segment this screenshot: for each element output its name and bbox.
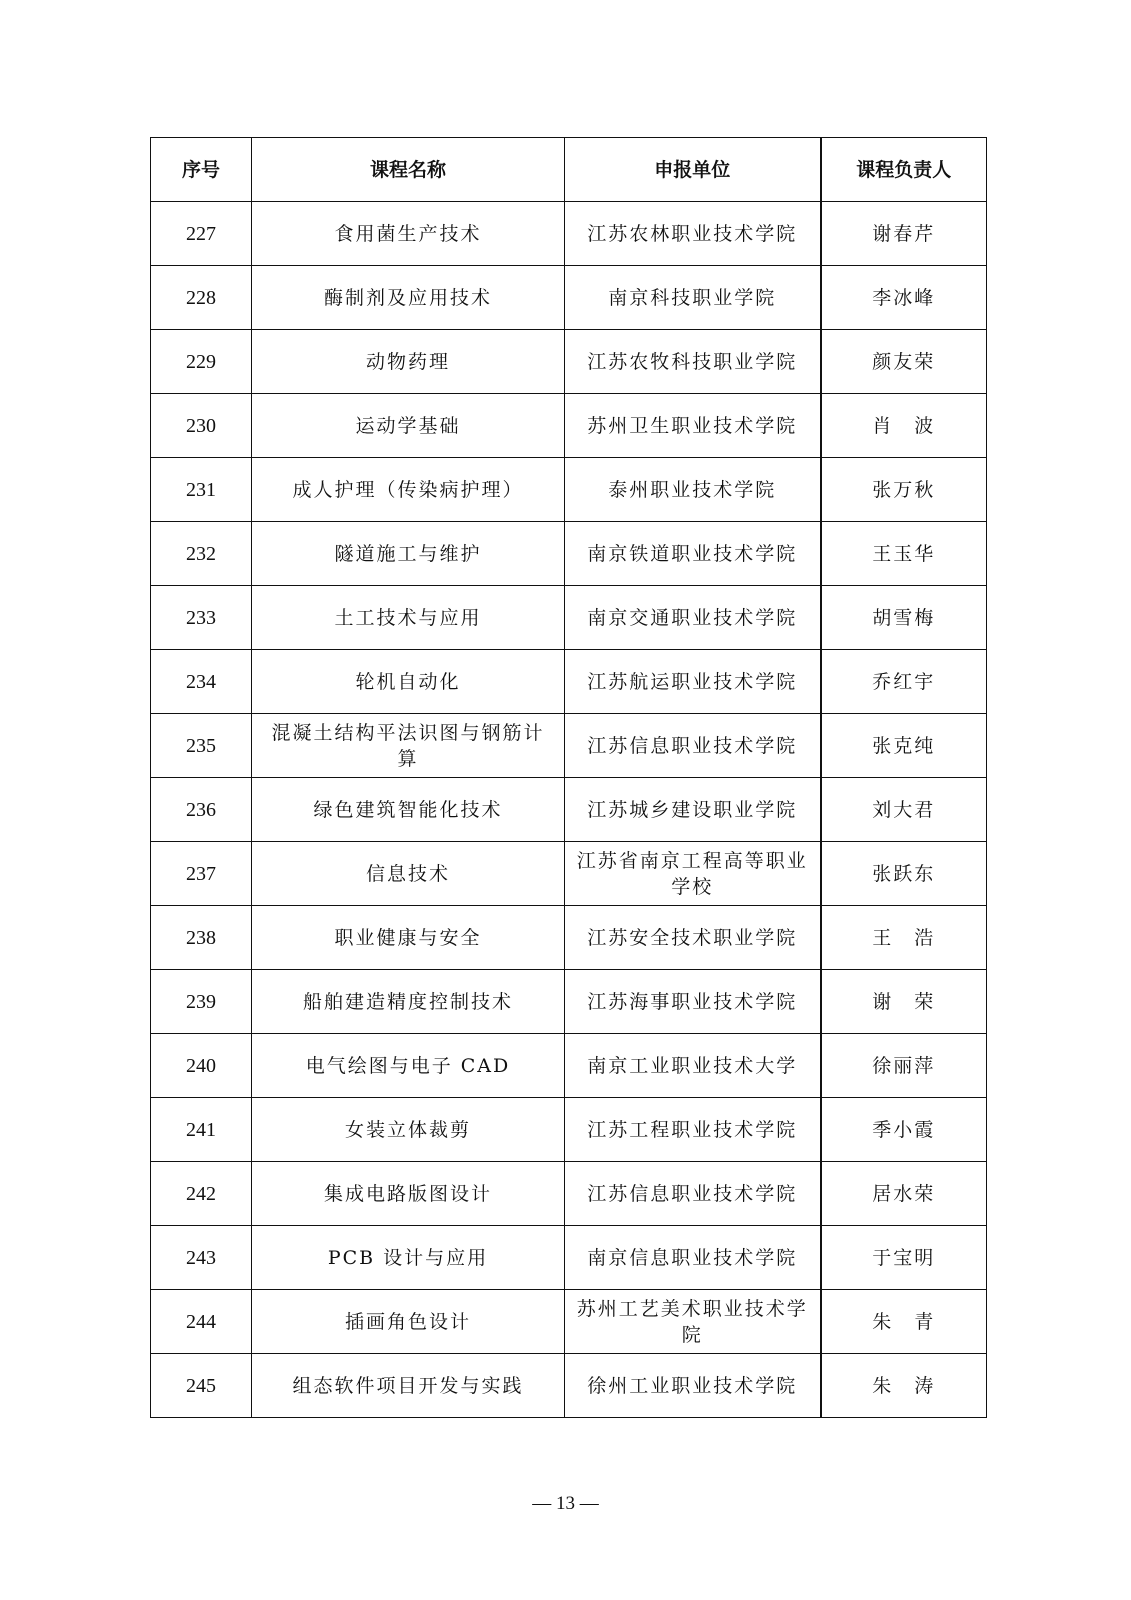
row-number: 237 [151,842,252,906]
course-name-cell: 船舶建造精度控制技术 [252,970,565,1034]
course-lead-cell: 于宝明 [821,1226,987,1290]
course-table [150,137,987,1418]
table-row [151,1034,987,1098]
applying-unit-cell: 江苏海事职业技术学院 [565,970,821,1034]
course-name-cell: 动物药理 [252,330,565,394]
applying-unit-cell: 江苏信息职业技术学院 [565,714,821,778]
course-lead-cell: 刘大君 [821,778,987,842]
applying-unit-cell: 江苏航运职业技术学院 [565,650,821,714]
table-row [151,1290,987,1354]
row-number: 241 [151,1098,252,1162]
course-lead-cell: 居水荣 [821,1162,987,1226]
course-lead-cell: 李冰峰 [821,266,987,330]
table-row [151,970,987,1034]
applying-unit-cell: 江苏信息职业技术学院 [565,1162,821,1226]
table-row [151,202,987,266]
course-lead-cell: 张克纯 [821,714,987,778]
course-name-cell: 土工技术与应用 [252,586,565,650]
course-name-cell: 电气绘图与电子 CAD [252,1034,565,1098]
course-name-cell: 轮机自动化 [252,650,565,714]
course-name-cell: 隧道施工与维护 [252,522,565,586]
applying-unit-cell: 江苏省南京工程高等职业学校 [565,842,821,906]
course-lead-cell: 谢 荣 [821,970,987,1034]
header-number: 序号 [151,138,252,202]
course-lead-cell: 肖 波 [821,394,987,458]
course-name-cell: 食用菌生产技术 [252,202,565,266]
table-row [151,522,987,586]
table-row [151,1162,987,1226]
table-row [151,714,987,778]
row-number: 228 [151,266,252,330]
course-name-cell: PCB 设计与应用 [252,1226,565,1290]
course-name-cell: 女装立体裁剪 [252,1098,565,1162]
row-number: 240 [151,1034,252,1098]
row-number: 245 [151,1354,252,1418]
course-lead-cell: 乔红宇 [821,650,987,714]
applying-unit-cell: 江苏农牧科技职业学院 [565,330,821,394]
course-name-cell: 酶制剂及应用技术 [252,266,565,330]
table-row [151,266,987,330]
applying-unit-cell: 南京科技职业学院 [565,266,821,330]
table-row [151,650,987,714]
applying-unit-cell: 苏州卫生职业技术学院 [565,394,821,458]
course-lead-cell: 王玉华 [821,522,987,586]
course-name-cell: 绿色建筑智能化技术 [252,778,565,842]
row-number: 236 [151,778,252,842]
table-row [151,906,987,970]
row-number: 234 [151,650,252,714]
applying-unit-cell: 南京交通职业技术学院 [565,586,821,650]
header-course-lead: 课程负责人 [821,138,987,202]
course-lead-cell: 朱 青 [821,1290,987,1354]
applying-unit-cell: 南京信息职业技术学院 [565,1226,821,1290]
applying-unit-cell: 南京工业职业技术大学 [565,1034,821,1098]
table-row [151,458,987,522]
table-row [151,394,987,458]
course-lead-cell: 徐丽萍 [821,1034,987,1098]
row-number: 238 [151,906,252,970]
table-row [151,1098,987,1162]
row-number: 227 [151,202,252,266]
course-name-cell: 运动学基础 [252,394,565,458]
course-name-cell: 成人护理（传染病护理） [252,458,565,522]
applying-unit-cell: 江苏安全技术职业学院 [565,906,821,970]
row-number: 239 [151,970,252,1034]
page-number: — 13 — [532,1493,599,1514]
course-lead-cell: 谢春芹 [821,202,987,266]
course-lead-cell: 张万秋 [821,458,987,522]
table-header-row [151,138,987,202]
course-name-cell: 职业健康与安全 [252,906,565,970]
table-body [151,202,987,1418]
table-row [151,778,987,842]
row-number: 229 [151,330,252,394]
row-number: 242 [151,1162,252,1226]
applying-unit-cell: 苏州工艺美术职业技术学院 [565,1290,821,1354]
course-lead-cell: 胡雪梅 [821,586,987,650]
applying-unit-cell: 南京铁道职业技术学院 [565,522,821,586]
table-row [151,586,987,650]
course-name-cell: 信息技术 [252,842,565,906]
course-name-cell: 混凝土结构平法识图与钢筋计算 [252,714,565,778]
applying-unit-cell: 江苏农林职业技术学院 [565,202,821,266]
table-row [151,1354,987,1418]
row-number: 243 [151,1226,252,1290]
applying-unit-cell: 泰州职业技术学院 [565,458,821,522]
row-number: 233 [151,586,252,650]
applying-unit-cell: 江苏工程职业技术学院 [565,1098,821,1162]
course-name-cell: 组态软件项目开发与实践 [252,1354,565,1418]
applying-unit-cell: 江苏城乡建设职业学院 [565,778,821,842]
course-name-cell: 集成电路版图设计 [252,1162,565,1226]
row-number: 232 [151,522,252,586]
table-row [151,330,987,394]
table-row [151,1226,987,1290]
applying-unit-cell: 徐州工业职业技术学院 [565,1354,821,1418]
course-lead-cell: 颜友荣 [821,330,987,394]
course-lead-cell: 朱 涛 [821,1354,987,1418]
course-lead-cell: 张跃东 [821,842,987,906]
row-number: 235 [151,714,252,778]
row-number: 244 [151,1290,252,1354]
row-number: 230 [151,394,252,458]
header-course-name: 课程名称 [252,138,565,202]
table-row [151,842,987,906]
header-applying-unit: 申报单位 [565,138,821,202]
course-lead-cell: 王 浩 [821,906,987,970]
row-number: 231 [151,458,252,522]
course-name-cell: 插画角色设计 [252,1290,565,1354]
course-lead-cell: 季小霞 [821,1098,987,1162]
